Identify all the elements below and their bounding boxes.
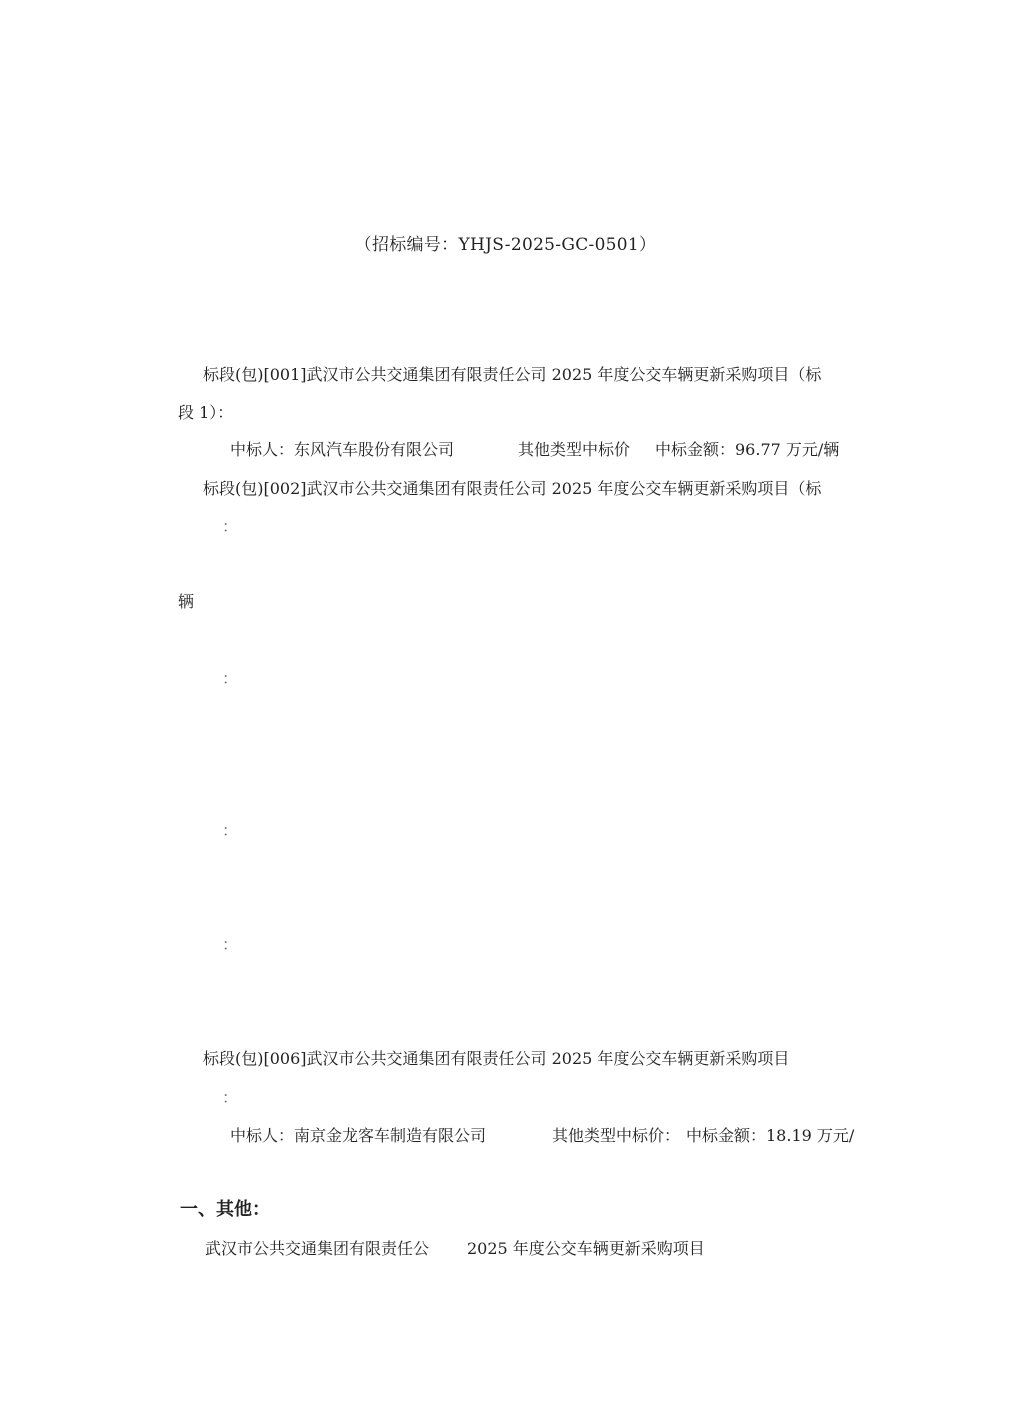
lot3-colon: ：: [222, 669, 239, 688]
lot5-colon: ：: [222, 935, 239, 954]
other-text-b: 2025 年度公交车辆更新采购项目: [467, 1239, 705, 1258]
lot6-amount: 中标金额：18.19 万元/: [686, 1126, 855, 1145]
lot6-winner: 中标人：南京金龙客车制造有限公司: [230, 1126, 487, 1145]
lot1-winner: 中标人：东风汽车股份有限公司: [230, 440, 455, 459]
lot4-colon: ：: [222, 821, 239, 840]
lot1-price-type: 其他类型中标价: [518, 440, 631, 459]
lot1-amount: 中标金额：96.77 万元/辆: [655, 440, 840, 459]
lot6-price-type: 其他类型中标价：: [552, 1126, 681, 1145]
lot1-title-line1: 标段(包)[001]武汉市公共交通集团有限责任公司 2025 年度公交车辆更新采购项目（标: [203, 365, 822, 384]
lot2-amount-tail: 辆: [178, 592, 195, 611]
other-text-a: 武汉市公共交通集团有限责任公: [205, 1239, 430, 1258]
lot1-title-line2: 段 1）：: [178, 403, 234, 422]
bid-number: （招标编号：YHJS-2025-GC-0501）: [354, 235, 657, 255]
lot2-title-line2: ：: [222, 517, 239, 536]
other-heading: 一、其他：: [180, 1199, 270, 1220]
lot6-title-line1: 标段(包)[006]武汉市公共交通集团有限责任公司 2025 年度公交车辆更新采购项目: [203, 1049, 790, 1068]
lot2-title-line1: 标段(包)[002]武汉市公共交通集团有限责任公司 2025 年度公交车辆更新采购项目（标: [203, 479, 822, 498]
lot6-title-line2: ：: [222, 1088, 239, 1107]
